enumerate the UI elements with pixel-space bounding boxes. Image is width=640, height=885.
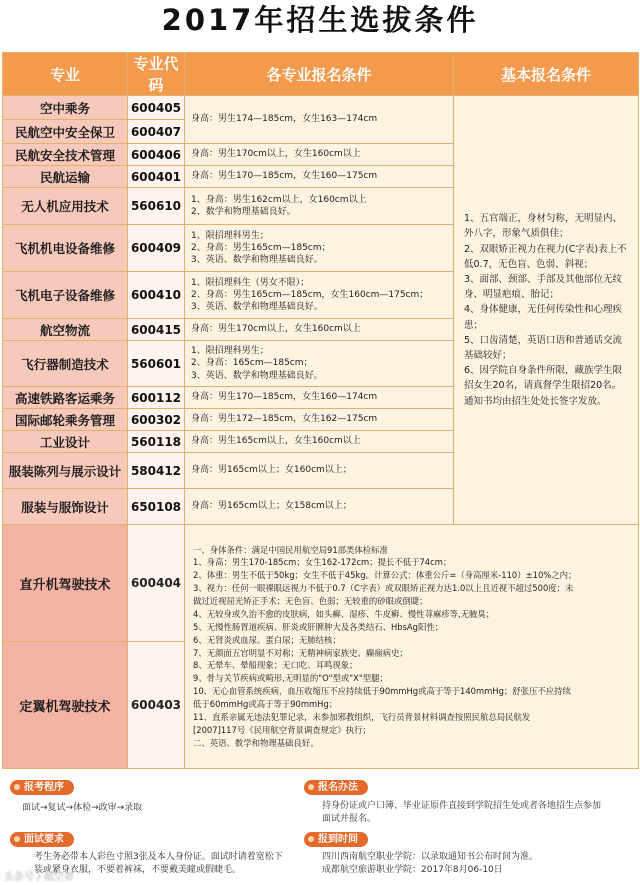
major-name: 高速铁路客运乘务 <box>3 387 128 409</box>
major-code: 600410 <box>128 272 185 319</box>
major-name: 直升机驾驶技术 <box>3 525 128 642</box>
major-code: 560601 <box>128 341 185 387</box>
major-name: 服装与服饰设计 <box>3 489 128 525</box>
major-requirement: 1、限招理科男生； 2、身高：男生165cm—185cm； 3、英语、数学和物理基础良好。 <box>185 225 454 272</box>
major-code: 650108 <box>128 489 185 525</box>
major-code: 600406 <box>128 144 185 166</box>
major-code: 600403 <box>128 642 185 769</box>
major-name: 工业设计 <box>3 431 128 453</box>
major-code: 600405 <box>128 96 185 120</box>
major-code: 600407 <box>128 120 185 144</box>
major-code: 560118 <box>128 431 185 453</box>
header-code: 专业代码 <box>128 53 185 96</box>
major-code: 600302 <box>128 409 185 431</box>
major-code: 600112 <box>128 387 185 409</box>
major-requirement: 身高：男生165cm以上，女生160cm以上 <box>185 431 454 453</box>
time-text: 四川西南航空职业学院：以录取通知书公布时间为准。 成都航空旅游职业学院：2017年8月06-10日 <box>322 852 539 875</box>
bottom-info <box>0 780 640 885</box>
major-requirement: 身高：男生170—185cm，女生160—174cm <box>185 387 454 409</box>
major-name: 飞机机电设备维修 <box>3 225 128 272</box>
major-name: 民航运输 <box>3 166 128 188</box>
table-row <box>3 96 639 120</box>
basic-condition-item: 6、因学院自身条件所限，藏族学生限招女生20名，请真督学生限招20名。通知书均由招生处处长签字发放。 <box>464 365 623 407</box>
major-requirement: 身高：男生172—185cm，女生162—175cm <box>185 409 454 431</box>
interview-text: 考生务必带本人彩色寸照3张及本人身份证。面试时请着宽松下 装或紧身衣服，不要着裤袜，不要戴美瞳或假睫毛。 <box>34 852 283 875</box>
method-tag: 报名办法 <box>304 780 368 795</box>
basic-condition-item: 1、五官端正，身材匀称，无明显内、外八字，形象气质俱佳； <box>464 213 623 240</box>
time-tag: 报到时间 <box>304 832 368 847</box>
major-code: 560610 <box>128 188 185 225</box>
major-code: 600415 <box>128 319 185 341</box>
major-name: 飞机电子设备维修 <box>3 272 128 319</box>
basic-condition-item: 2、双眼矫正视力在视力(C字表)表上不低0.7，无色盲、色弱、斜视； <box>464 243 627 270</box>
major-name: 国际邮轮乘务管理 <box>3 409 128 431</box>
header-major: 专业 <box>3 53 128 96</box>
method-text: 持身份证或户口簿、毕业证原件直接到学院招生处或者各地招生点参加 面试并报名。 <box>322 801 602 824</box>
major-requirement: 身高：男165cm以上；女160cm以上； <box>185 453 454 489</box>
major-name: 无人机应用技术 <box>3 188 128 225</box>
header-basic: 基本报名条件 <box>454 53 639 96</box>
major-name: 航空物流 <box>3 319 128 341</box>
major-name: 服装陈列与展示设计 <box>3 453 128 489</box>
basic-condition-item: 3、面部、颈部、手部及其他部位无纹身、明显疤痕、胎记； <box>464 274 623 301</box>
basic-conditions <box>454 96 639 525</box>
major-name: 空中乘务 <box>3 96 128 120</box>
page-title: 2017年招生选拔条件 <box>161 3 479 37</box>
major-requirement: 身高：男生170cm以上，女生160cm以上 <box>185 319 454 341</box>
major-requirement: 1、身高：男生162cm以上，女160cm以上 2、数学和物理基础良好。 <box>185 188 454 225</box>
major-requirement: 身高：男生170cm以上，女生160cm以上 <box>185 144 454 166</box>
basic-condition-item: 4、身体健康，无任何传染性和心理疾患； <box>464 304 623 331</box>
watermark: 头条号 / 航空者 <box>4 872 74 883</box>
major-name: 民航空中安全保卫 <box>3 120 128 144</box>
basic-condition-item: 5、口齿清楚，英语口语和普通话交流基础较好； <box>464 334 623 361</box>
header-requirements: 各专业报名条件 <box>185 53 454 96</box>
major-code: 600401 <box>128 166 185 188</box>
pilot-requirements: 一、身体条件：满足中国民用航空局91部类体检标准 1、身高：男生170-185cm；女生162-172cm；提长不低于74cm； 2、体重：男生不低于50kg；女生不低于45kg。计算公式：体重公斤=（身高厘米-110）±10%之内； 3、视力：任何一眼裸眼远视力不低于0.7（C字表）或双眼矫正视力达1.0以上且近视不超过500度；未 做过近视屈光矫正手术；无色盲、色弱；无较重的砂眼或倒睫； 4、无较身或久治不愈的皮肤病，如头癣、湿疹、牛皮癣、慢性荨麻疹等,无腋臭； 5、无慢性肠胃道疾病、肝炎或肝脾肿大及各类结石、HbsAg阳性； 6、无肾炎或血尿、蛋白尿；无肺结核； 7、无颜面五官明显不对称；无精神病家族史、癫痫病史； 8、无晕车、晕船现象；无口吃、耳鸣现象； 9、骨与关节疾病或畸形,无明显的"O"型或"X"型腿； 10、无心血管系统疾病，血压收缩压不应持续低于90mmHg或高于等于140mmHg；舒张压不应持续 低于60mmHg或高于等于90mmHg； 11、直系亲属无违法犯罪记录，未参加邪教组织，飞行员背景材料调查按照民航总局民航发 [2007]117号《民用航空背景调查规定》执行； 二、英语、数学和物理基础良好。 <box>185 525 639 769</box>
major-code: 600404 <box>128 525 185 642</box>
table-header-row <box>3 53 639 96</box>
procedure-text: 面试→复试→体检→政审→录取 <box>22 803 143 813</box>
procedure-tag: 报考程序 <box>10 780 74 795</box>
major-requirement: 身高：男生174—185cm，女生163—174cm <box>185 96 454 144</box>
major-requirement: 1、限招理科生（男女不限）； 2、身高：男生165cm—185cm，女生160cm—175cm； 3、英语、数学和物理基础良好。 <box>185 272 454 319</box>
major-code: 600409 <box>128 225 185 272</box>
interview-tag: 面试要求 <box>10 832 74 847</box>
major-requirement: 身高：男165cm以上；女158cm以上； <box>185 489 454 525</box>
table-row <box>3 525 639 642</box>
admission-table <box>2 52 639 769</box>
major-name: 定翼机驾驶技术 <box>3 642 128 769</box>
major-name: 飞行器制造技术 <box>3 341 128 387</box>
major-code: 580412 <box>128 453 185 489</box>
major-requirement: 1、限招理科男生； 2、身高：165cm—185cm； 3、英语、数学和物理基础良好。 <box>185 341 454 387</box>
major-requirement: 身高：男生170—185cm，女生160—175cm <box>185 166 454 188</box>
major-name: 民航安全技术管理 <box>3 144 128 166</box>
